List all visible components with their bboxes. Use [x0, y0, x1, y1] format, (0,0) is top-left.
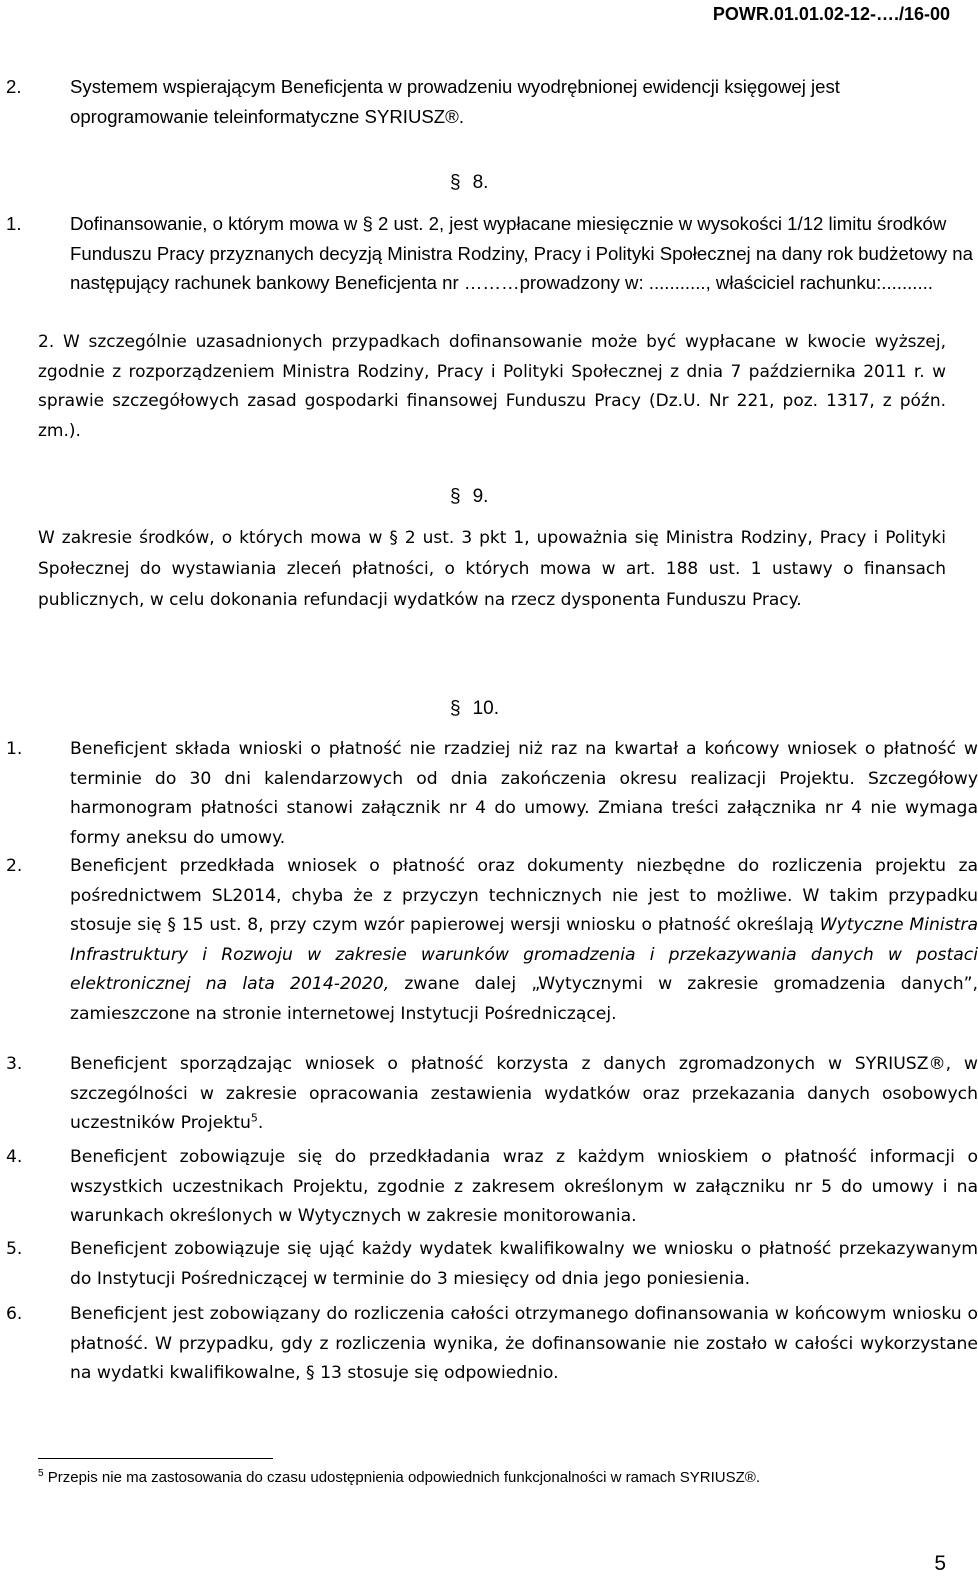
item-number: 6.: [6, 1304, 23, 1324]
item-text: Systemem wspierającym Beneficjenta w prowadzeniu wyodrębnionej ewidencji księgowej jest oprogramowanie teleinformatyczne SYRIUSZ®.: [70, 76, 840, 127]
section-number: 8.: [472, 172, 489, 193]
section-symbol: §: [450, 698, 461, 719]
footnote-ref[interactable]: 5: [250, 1111, 258, 1125]
page-number: 5: [934, 1552, 946, 1575]
section-8-heading: [450, 172, 488, 194]
item-number: 5.: [6, 1239, 23, 1259]
item-text: W szczególnie uzasadnionych przypadkach dofinansowanie może być wypłacane w kwocie wyższej, zgodnie z rozporządzeniem Ministra Rodziny, Pracy i Polityki Społecznej z dnia 7 października 2011 r. w sprawie szczegółowych zasad gospodarki finansowej Funduszu Pracy (Dz.U. Nr 221, poz. 1317, z późn. zm.).: [38, 332, 946, 441]
item-text: Beneficjent sporządzając wniosek o płatność korzysta z danych zgromadzonych w SYRIUSZ®, w szczególności w zakresie opracowania zestawienia wydatków oraz przekazania danych osobowych uczestników Projektu: [70, 1054, 978, 1133]
footnote-number: 5: [38, 1468, 44, 1479]
item-number: 2.: [38, 332, 55, 352]
item-text: Beneficjent zobowiązuje się do przedkładania wraz z każdym wnioskiem o płatność informacji o wszystkich uczestnikach Projektu, zgodnie z zakresem określonym w załączniku nr 5 do umowy i na warunkach określonych w Wytycznych w zakresie monitorowania.: [70, 1147, 978, 1226]
s10-item-1: [6, 735, 978, 853]
s10-item-3: [6, 1050, 978, 1139]
item-number: 2.: [6, 856, 23, 876]
item-text: Beneficjent zobowiązuje się ująć każdy wydatek kwalifikowalny we wniosku o płatność przekazywanym do Instytucji Pośredniczącej w terminie do 3 miesięcy od dnia jego poniesienia.: [70, 1239, 978, 1289]
document-code: POWR.01.01.02-12-…./16-00: [712, 4, 950, 24]
section-10-heading: [450, 698, 499, 720]
section-symbol: §: [450, 486, 461, 507]
footnote: [38, 1468, 760, 1488]
item-number: 1.: [6, 213, 22, 234]
s8-item-1: [6, 209, 978, 298]
item-text: Beneficjent składa wnioski o płatność nie rzadziej niż raz na kwartał a końcowy wniosek o płatność w terminie do 30 dni kalendarzowych od dnia zakończenia okresu realizacji Projektu. Szczegółowy harmonogram płatności stanowi załącznik nr 4 do umowy. Zmiana treści załącznika nr 4 nie wymaga formy aneksu do umowy.: [70, 739, 978, 848]
section-9-heading: [450, 486, 488, 508]
item-text: Beneficjent jest zobowiązany do rozliczenia całości otrzymanego dofinansowania w końcowym wniosku o płatność. W przypadku, gdy z rozliczenia wynika, że dofinansowanie nie zostało w całości wykorzystane na wydatki kwalifikowalne, § 13 stosuje się odpowiednio.: [70, 1304, 978, 1383]
item-text-italic: Wytyczne Ministra Infrastruktury i Rozwoju w zakresie warunków gromadzenia i przekazywania danych w postaci elektronicznej na lata 2014-2020,: [70, 915, 978, 994]
item-text-end: .: [257, 1113, 264, 1133]
section-number: 9.: [472, 486, 489, 507]
item-number: 4.: [6, 1147, 23, 1167]
item-number: 2.: [6, 76, 22, 97]
s9-text: W zakresie środków, o których mowa w § 2 ust. 3 pkt 1, upoważnia się Ministra Rodziny, Pracy i Polityki Społecznej do wystawiania zleceń płatności, o których mowa w art. 188 ust. 1 ustawy o finansach publicznych, w celu dokonania refundacji wydatków na rzecz dysponenta Funduszu Pracy.: [38, 528, 946, 610]
s10-item-6: [6, 1300, 978, 1389]
item-number: 1.: [6, 739, 23, 759]
s8-item-2: [38, 328, 946, 446]
item-text-end: zwane dalej „Wytycznymi w zakresie gromadzenia danych”, zamieszczone na stronie internetowej Instytucji Pośredniczącej.: [70, 974, 978, 1024]
footnote-text: Przepis nie ma zastosowania do czasu udostępnienia odpowiednich funkcjonalności w ramach SYRIUSZ®.: [47, 1469, 760, 1486]
footnote-divider: [38, 1458, 273, 1459]
section-number: 10.: [472, 698, 499, 719]
section-symbol: §: [450, 172, 461, 193]
item-text: Beneficjent przedkłada wniosek o płatność oraz dokumenty niezbędne do rozliczenia projektu za pośrednictwem SL2014, chyba że z przyczyn technicznych nie jest to możliwe. W takim przypadku stosuje się § 15 ust. 8, przy czym wzór papierowej wersji wniosku o płatność określają: [70, 856, 978, 935]
s10-item-4: [6, 1143, 978, 1232]
item-text: Dofinansowanie, o którym mowa w § 2 ust. 2, jest wypłacane miesięcznie w wysokości 1/12 limitu środków Funduszu Pracy przyznanych decyzją Ministra Rodziny, Pracy i Polityki Społecznej na dany rok budżetowy na następujący rachunek bankowy Beneficjenta nr ………prowadzony w: ..........., właściciel rachunku:..........: [70, 213, 973, 293]
s7-item-2: [6, 72, 978, 131]
s10-item-5: [6, 1235, 978, 1294]
item-number: 3.: [6, 1054, 23, 1074]
s10-item-2: [6, 852, 978, 1029]
